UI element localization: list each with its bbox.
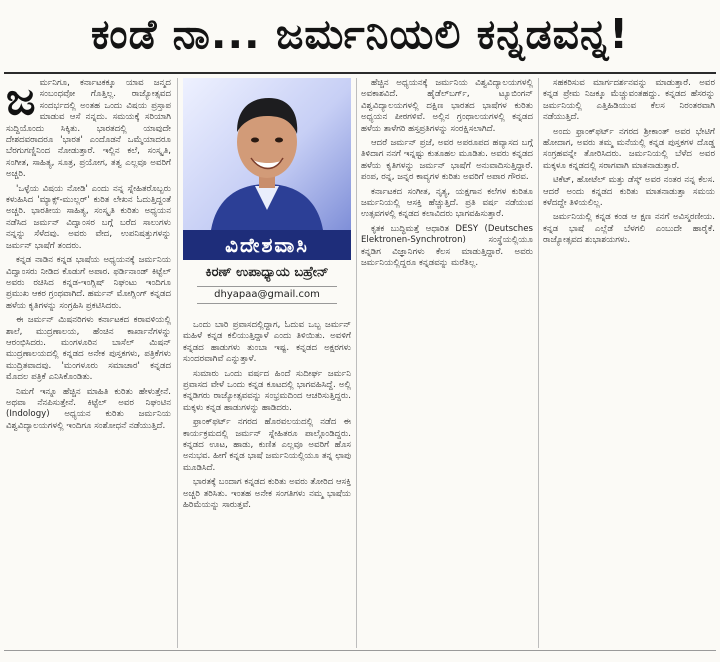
author-box: [183, 78, 351, 314]
paragraph: ರ್ಮನಿಗೂ, ಕರ್ನಾಟಕಕ್ಕೂ ಯಾವ ಜನ್ಮದ ಸಂಬಂಧವೋ ಗೊತ್ತಿಲ್ಲ. ರಾಜ್ಯೋತ್ಸವದ ಸಂದರ್ಭದಲ್ಲಿ ಅಂತಹ ಒಂದು ವಿಷಯ ಪ್ರಸ್ತಾಪ ಮಾಡುವ ಆಸೆ ನನ್ನದು. ಸಮಯಕ್ಕೆ ಸರಿಯಾಗಿ ಸುದ್ದಿಯೊಂದು ಸಿಕ್ಕಿತು. ಭಾರತದಲ್ಲಿ ಯಾವುದೇ ದೇಶದವರಾದರೂ 'ಭಾರತ' ಎಂದೊಡನೆ ಒಮ್ಮೆಯಾದರೂ ಬೆರಗುಗಣ್ಣಿನಿಂದ ನೋಡುತ್ತಾರೆ. ಇಲ್ಲಿನ ಕಲೆ, ಸಂಸ್ಕೃತಿ, ಸಂಗೀತ, ಸಾಹಿತ್ಯ, ಸೂತ್ರ, ಪ್ರಯೋಗ, ತತ್ವ ಎಲ್ಲವೂ ಅವರಿಗೆ ಅಚ್ಚರಿ.: [6, 78, 171, 180]
paragraph: ಸುಮಾರು ಒಂದು ವರ್ಷದ ಹಿಂದೆ ಸುದೀರ್ಘ ಜರ್ಮನಿ ಪ್ರವಾಸದ ವೇಳೆ ಒಂದು ಕನ್ನಡ ಕೂಟದಲ್ಲಿ ಭಾಗವಹಿಸಿದ್ದೆ. ಅಲ್ಲಿ ಕನ್ನಡಿಗರು ರಾಜ್ಯೋತ್ಸವವನ್ನು ಸಂಭ್ರಮದಿಂದ ಆಚರಿಸುತ್ತಿದ್ದರು. ಮಕ್ಕಳು ಕನ್ನಡ ಹಾಡುಗಳನ್ನು ಹಾಡಿದರು.: [183, 368, 351, 413]
paragraph: ಭಾರತಕ್ಕೆ ಬಂದಾಗ ಕನ್ನಡದ ಕುರಿತು ಅವರು ತೋರಿದ ಆಸಕ್ತಿ ಅಚ್ಚರಿ ತರಿಸಿತು. ಇಂತಹ ಅನೇಕ ಸಂಗತಿಗಳು ನಮ್ಮ ಭಾಷೆಯ ಹಿರಿಮೆಯನ್ನು ಸಾರುತ್ತವೆ.: [183, 477, 351, 511]
paragraph: ಹೆಚ್ಚಿನ ಅಧ್ಯಯನಕ್ಕೆ ಜರ್ಮನಿಯ ವಿಶ್ವವಿದ್ಯಾಲಯಗಳಲ್ಲಿ ಅವಕಾಶವಿದೆ. ಹೈಡೆಲ್‌ಬರ್ಗ್, ಟ್ಯೂಬಿಂಗನ್ ವಿಶ್ವವಿದ್ಯಾಲಯಗಳಲ್ಲಿ ದಕ್ಷಿಣ ಭಾರತದ ಭಾಷೆಗಳ ಕುರಿತು ಅಧ್ಯಯನ ಪೀಠಗಳಿವೆ. ಅಲ್ಲಿನ ಗ್ರಂಥಾಲಯಗಳಲ್ಲಿ ಕನ್ನಡದ ಹಳೆಯ ತಾಳೆಗರಿ ಹಸ್ತಪ್ರತಿಗಳನ್ನು ಸಂರಕ್ಷಿಸಲಾಗಿದೆ.: [361, 78, 533, 134]
author-photo: [183, 78, 351, 230]
column-label-banner: ವಿದೇಶವಾಸಿ: [183, 230, 351, 260]
paragraph: ಕರ್ನಾಟಕದ ಸಂಗೀತ, ನೃತ್ಯ, ಯಕ್ಷಗಾನ ಕಲೆಗಳ ಕುರಿತೂ ಜರ್ಮನಿಯಲ್ಲಿ ಆಸಕ್ತಿ ಹೆಚ್ಚುತ್ತಿದೆ. ಪ್ರತಿ ವರ್ಷ ನಡೆಯುವ ಉತ್ಸವಗಳಲ್ಲಿ ಕನ್ನಡದ ಕಲಾವಿದರು ಭಾಗವಹಿಸುತ್ತಾರೆ.: [361, 186, 533, 220]
paragraph: ಈ ಜರ್ಮನ್ ಮಿಷನರಿಗಳು ಕರ್ನಾಟಕದ ಕರಾವಳಿಯಲ್ಲಿ ಶಾಲೆ, ಮುದ್ರಣಾಲಯ, ಹೆಂಚಿನ ಕಾರ್ಖಾನೆಗಳನ್ನು ಆರಂಭಿಸಿದರು. ಮಂಗಳೂರಿನ ಬಾಸೆಲ್ ಮಿಷನ್ ಮುದ್ರಣಾಲಯದಲ್ಲಿ ಕನ್ನಡದ ಅನೇಕ ಪುಸ್ತಕಗಳು, ಪತ್ರಿಕೆಗಳು ಮುದ್ರಿತವಾದವು. 'ಮಂಗಳೂರು ಸಮಾಚಾರ' ಕನ್ನಡದ ಮೊದಲ ಪತ್ರಿಕೆ ಎನಿಸಿಕೊಂಡಿತು.: [6, 315, 171, 383]
headline: ಕಂಡೆ ನಾ... ಜರ್ಮನಿಯಲಿ ಕನ್ನಡವನ್ನ!: [90, 10, 630, 58]
column-divider: [177, 78, 178, 648]
paragraph: 'ಒಳ್ಳೆಯ ವಿಷಯ ನೋಡಿ' ಎಂದು ನನ್ನ ಸ್ನೇಹಿತರೊಬ್ಬರು ಕಳುಹಿಸಿದ 'ಮ್ಯಾಕ್ಸ್-ಮುಲ್ಲರ್' ಕುರಿತ ಲೇಖನ ಓದುತ್ತಿದ್ದಂತೆ ಅಚ್ಚರಿ. ಭಾರತೀಯ ಸಾಹಿತ್ಯ, ಸಂಸ್ಕೃತಿ ಕುರಿತು ಅಧ್ಯಯನ ನಡೆಸಿದ ಜರ್ಮನ್ ವಿದ್ವಾಂಸರ ಬಗ್ಗೆ ಬರೆದ ಸಾಲುಗಳು ನನ್ನನ್ನು ಸೆಳೆದವು. ಅವರು ವೇದ, ಉಪನಿಷತ್ತುಗಳನ್ನು ಜರ್ಮನ್ ಭಾಷೆಗೆ ತಂದರು.: [6, 183, 171, 251]
article-column-2: [183, 320, 351, 648]
paragraph: ಫ್ರಾಂಕ್‌ಫರ್ಟ್ ನಗರದ ಹೊರವಲಯದಲ್ಲಿ ನಡೆದ ಈ ಕಾರ್ಯಕ್ರಮದಲ್ಲಿ ಜರ್ಮನ್ ಸ್ನೇಹಿತರೂ ಪಾಲ್ಗೊಂಡಿದ್ದರು. ಕನ್ನಡದ ಊಟ, ಹಾಡು, ಕುಣಿತ ಎಲ್ಲವೂ ಅವರಿಗೆ ಹೊಸ ಅನುಭವ. ಹೀಗೆ ಕನ್ನಡ ಭಾಷೆ ಜರ್ಮನಿಯಲ್ಲಿಯೂ ತನ್ನ ಛಾಪು ಮೂಡಿಸಿದೆ.: [183, 417, 351, 473]
column-divider: [538, 78, 539, 648]
paragraph: ಆದರೆ ಜರ್ಮನ್ ಪ್ರಜೆ, ಅವರ ಅಪರೂಪದ ಹವ್ಯಾಸದ ಬಗ್ಗೆ ತಿಳಿದಾಗ ನನಗೆ ಇನ್ನಷ್ಟು ಕುತೂಹಲ ಮೂಡಿತು. ಅವರು ಕನ್ನಡದ ಹಳೆಯ ಕೃತಿಗಳನ್ನು ಜರ್ಮನ್ ಭಾಷೆಗೆ ಅನುವಾದಿಸುತ್ತಿದ್ದಾರೆ. ಪಂಪ, ರನ್ನ, ಜನ್ನರ ಕಾವ್ಯಗಳ ಕುರಿತು ಅವರಿಗೆ ಅಪಾರ ಗೌರವ.: [361, 138, 533, 183]
paragraph: ಟಿಕೆಟ್, ಹೋಟೆಲ್ ಮತ್ತು ಡೆಸ್ಕ್ ಅವರ ನಂತರ ನನ್ನ ಕೆಲಸ. ಆದರೆ ಅಂದು ಕನ್ನಡದ ಕುರಿತು ಮಾತನಾಡುತ್ತಾ ಸಮಯ ಕಳೆದದ್ದೇ ತಿಳಿಯಲಿಲ್ಲ.: [543, 175, 715, 209]
paragraph: ಒಂದು ಬಾರಿ ಪ್ರವಾಸದಲ್ಲಿದ್ದಾಗ, ಓದುವ ಒಬ್ಬ ಜರ್ಮನ್ ಮಹಿಳೆ ಕನ್ನಡ ಕಲಿಯುತ್ತಿದ್ದಾಳೆ ಎಂದು ತಿಳಿಯಿತು. ಅವಳಿಗೆ ಕನ್ನಡದ ಹಾಡುಗಳು ತುಂಬಾ ಇಷ್ಟ. ಕನ್ನಡದ ಅಕ್ಷರಗಳು ಸುಂದರವಾಗಿವೆ ಎನ್ನುತ್ತಾಳೆ.: [183, 320, 351, 365]
author-byline: ಕಿರಣ್ ಉಪಾಧ್ಯಾಯ ಬಹ್ರೇನ್: [205, 265, 329, 280]
headline-rule: [4, 72, 716, 74]
author-portrait-image: [183, 78, 351, 230]
author-email[interactable]: dhyapaa@gmail.com: [197, 286, 337, 304]
bottom-rule: [4, 650, 716, 651]
paragraph: ನಿಮಗೆ ಇನ್ನೂ ಹೆಚ್ಚಿನ ಮಾಹಿತಿ ಕುರಿತು ಹೇಳುತ್ತೇನೆ. ಅಥವಾ ನೆನಪಿಸುತ್ತೇನೆ. ಕಿಟ್ಟೆಲ್ ಅವರ ನಿಘಂಟಿನ (Indology) ಅಧ್ಯಯನ ಕುರಿತು ಜರ್ಮನಿಯ ವಿಶ್ವವಿದ್ಯಾಲಯಗಳಲ್ಲಿ ಇಂದಿಗೂ ಸಂಶೋಧನೆ ನಡೆಯುತ್ತಿದೆ.: [6, 386, 171, 431]
dropcap: ಜ: [6, 78, 36, 125]
paragraph: ಜರ್ಮನಿಯಲ್ಲಿ ಕನ್ನಡ ಕಂಡ ಆ ಕ್ಷಣ ನನಗೆ ಅವಿಸ್ಮರಣೀಯ. ಕನ್ನಡ ಭಾಷೆ ಎಲ್ಲೆಡೆ ಬೆಳಗಲಿ ಎಂಬುದೇ ಹಾರೈಕೆ. ರಾಜ್ಯೋತ್ಸವದ ಶುಭಾಶಯಗಳು.: [543, 212, 715, 246]
paragraph: ಕೃತಕ ಬುದ್ಧಿಮತ್ತೆ ಆಧಾರಿತ DESY (Deutsches Elektronen-Synchrotron) ಸಂಸ್ಥೆಯಲ್ಲಿಯೂ ಕನ್ನಡಿಗ ವಿಜ್ಞಾನಿಗಳು ಕೆಲಸ ಮಾಡುತ್ತಿದ್ದಾರೆ. ಅವರು ಜರ್ಮನಿಯಲ್ಲಿದ್ದರೂ ಕನ್ನಡವನ್ನು ಮರೆತಿಲ್ಲ.: [361, 223, 533, 269]
article-column-3: [361, 78, 533, 648]
paragraph: ಅಂದು ಫ್ರಾಂಕ್‌ಫರ್ಟ್ ನಗರದ ಶ್ರೀಕಾಂತ್ ಅವರ ಭೇಟಿಗೆ ಹೋದಾಗ, ಅವರು ತಮ್ಮ ಮನೆಯಲ್ಲಿ ಕನ್ನಡ ಪುಸ್ತಕಗಳ ದೊಡ್ಡ ಸಂಗ್ರಹವನ್ನೇ ತೋರಿಸಿದರು. ಜರ್ಮನಿಯಲ್ಲಿ ಬೆಳೆದ ಅವರ ಮಕ್ಕಳೂ ಕನ್ನಡದಲ್ಲಿ ಸರಾಗವಾಗಿ ಮಾತನಾಡುತ್ತಾರೆ.: [543, 126, 715, 171]
column-divider: [356, 78, 357, 648]
article-column-4: [543, 78, 715, 648]
article-column-1: [6, 78, 171, 648]
paragraph: ಸಹಕರಿಸುವ ಮಾರ್ಗದರ್ಶನವನ್ನು ಮಾಡುತ್ತಾರೆ. ಅವರ ಕನ್ನಡ ಪ್ರೇಮ ನಿಜಕ್ಕೂ ಮೆಚ್ಚುವಂತಹದ್ದು. ಕನ್ನಡದ ಹೆಸರನ್ನು ಜರ್ಮನಿಯಲ್ಲಿ ಎತ್ತಿಹಿಡಿಯುವ ಕೆಲಸ ನಿರಂತರವಾಗಿ ನಡೆಯುತ್ತಿದೆ.: [543, 78, 715, 123]
paragraph: ಕನ್ನಡ ನಾಡಿನ ಕನ್ನಡ ಭಾಷೆಯ ಅಧ್ಯಯನಕ್ಕೆ ಜರ್ಮನಿಯ ವಿದ್ವಾಂಸರು ನೀಡಿದ ಕೊಡುಗೆ ಅಪಾರ. ಫರ್ಡಿನಾಂಡ್ ಕಿಟ್ಟೆಲ್ ಅವರು ರಚಿಸಿದ ಕನ್ನಡ-ಇಂಗ್ಲಿಷ್ ನಿಘಂಟು ಇಂದಿಗೂ ಪ್ರಮುಖ ಆಕರ ಗ್ರಂಥವಾಗಿದೆ. ಹರ್ಮನ್ ಮೋಗ್ಲಿಂಗ್ ಕನ್ನಡದ ಹಳೆಯ ಕೃತಿಗಳನ್ನು ಸಂಗ್ರಹಿಸಿ ಪ್ರಕಟಿಸಿದರು.: [6, 255, 171, 311]
